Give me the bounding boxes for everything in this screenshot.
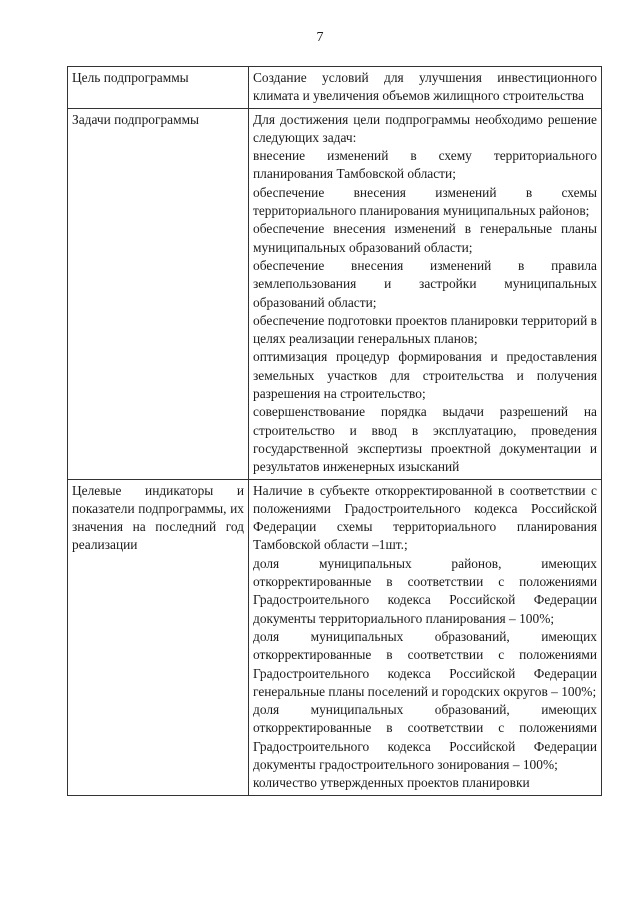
task-item: обеспечение подготовки проектов планировки территорий в целях реализации генеральных планов; <box>253 312 597 347</box>
table-row-tasks <box>68 108 602 479</box>
task-item: обеспечение внесения изменений в генеральные планы муниципальных образований области; <box>253 221 597 255</box>
table-row-indicators <box>68 479 602 795</box>
task-item: внесение изменений в схему территориального планирования Тамбовской области; <box>253 148 597 182</box>
indicator-item: доля муниципальных районов, имеющих откорректированные в соответствии с положениями Градостроительного кодекса Российской Федерации документы территориального планирования – 100%; <box>253 555 597 626</box>
task-item: оптимизация процедур формирования и предоставления земельных участков для строительства и получения разрешения на строительство; <box>253 349 597 402</box>
passport-table <box>67 66 602 796</box>
row-value <box>249 108 602 479</box>
indicator-item: доля муниципальных образований, имеющих откорректированные в соответствии с положениями Градостроительного кодекса Российской Федерации генеральные планы поселений и городских округов – 100%; <box>253 628 597 699</box>
goal-text: Создание условий для улучшения инвестиционного климата и увеличения объемов жилищного строительства <box>253 70 597 104</box>
row-label: Целевые индикаторы и показатели подпрограммы, их значения на последний год реализации <box>68 479 249 795</box>
indicator-item: доля муниципальных образований, имеющих откорректированные в соответствии с положениями Градостроительного кодекса Российской Федерации документы градостроительного зонирования – 100%; <box>253 702 597 772</box>
task-item: Для достижения цели подпрограммы необходимо решение следующих задач: <box>253 111 597 145</box>
row-label: Цель подпрограммы <box>68 67 249 109</box>
task-item: обеспечение внесения изменений в правила землепользования и застройки муниципальных образований области; <box>253 257 597 310</box>
row-value <box>249 479 602 795</box>
table-row-goal <box>68 67 602 109</box>
task-item: обеспечение внесения изменений в схемы территориального планирования муниципальных районов; <box>253 184 597 219</box>
indicator-item: Наличие в субъекте откорректированной в соответствии с положениями Градостроительного кодекса Российской Федерации схемы территориального планирования Тамбовской области –1шт.; <box>253 482 597 553</box>
row-label: Задачи подпрограммы <box>68 108 249 479</box>
row-value <box>249 67 602 109</box>
indicator-item: количество утвержденных проектов планировки <box>253 775 530 791</box>
page-number: 7 <box>316 30 324 45</box>
task-item: совершенствование порядка выдачи разрешений на строительство и ввод в эксплуатацию, проведения государственной экспертизы проектной документации и результатов инженерных изысканий <box>253 404 597 475</box>
